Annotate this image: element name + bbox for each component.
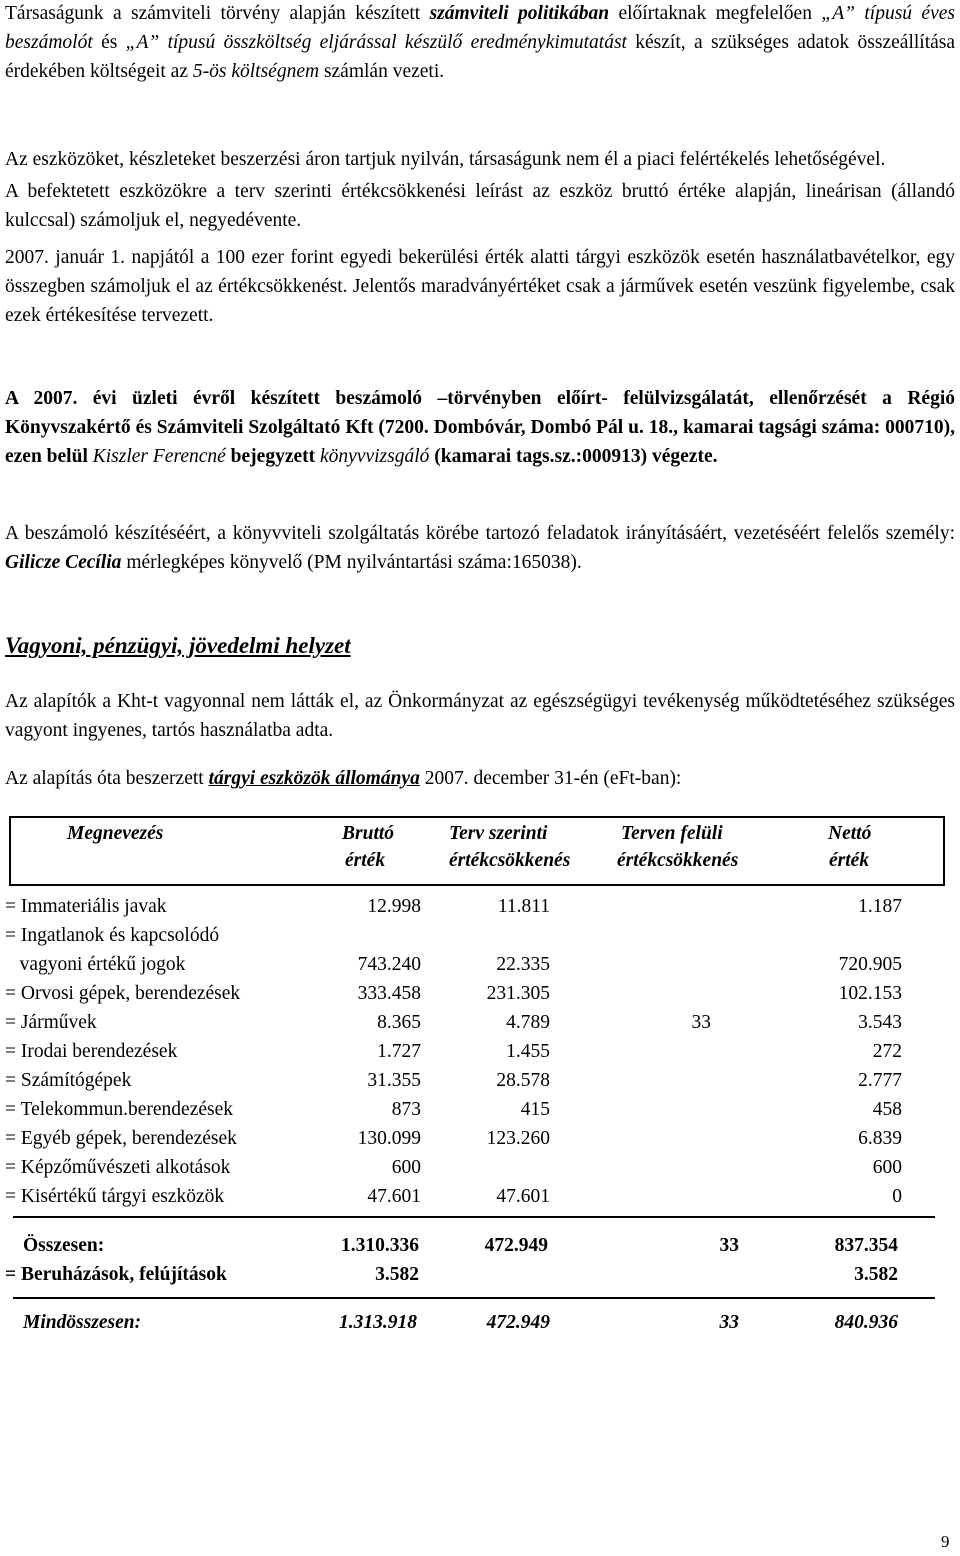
- cell-name: = Beruházások, felújítások: [5, 1264, 227, 1285]
- cell-brutto: 8.365: [377, 1012, 421, 1033]
- cell-name: = Orvosi gépek, berendezések: [5, 983, 241, 1004]
- cell-name: = Képzőművészeti alkotások: [5, 1157, 231, 1178]
- cell-netto: 6.839: [858, 1128, 902, 1149]
- cell-terv: 231.305: [486, 983, 550, 1004]
- cell-name: Mindösszesen:: [23, 1312, 142, 1333]
- cell-name: = Számítógépek: [5, 1070, 132, 1091]
- divider: [13, 1216, 935, 1218]
- header-terv: Terv szerinti: [449, 823, 548, 844]
- cell-terv: 4.789: [506, 1012, 550, 1033]
- text-run: A befektetett eszközökre a terv szerinti értékcsökkenési leírást az eszköz bruttó értéke alapján, lineárisan (állandó kulccsal) számoljuk el, negyedévente.: [5, 181, 955, 231]
- text-run: előírtaknak megfelelően: [609, 3, 822, 24]
- cell-name: = Járművek: [5, 1012, 97, 1033]
- cell-brutto: 600: [391, 1157, 421, 1178]
- cell-brutto: 1.310.336: [341, 1235, 419, 1256]
- text-run-bold-italic: Gilicze Cecília: [5, 552, 122, 573]
- header-name: Megnevezés: [67, 823, 164, 844]
- paragraph-audit: [5, 384, 955, 471]
- text-run: Társaságunk a számviteli törvény alapján készített: [5, 3, 430, 24]
- cell-terven: 33: [691, 1012, 711, 1033]
- cell-netto: 3.582: [854, 1264, 898, 1285]
- cell-netto: 600: [872, 1157, 902, 1178]
- text-run-bold-italic: számviteli politikában: [429, 3, 610, 24]
- cell-brutto: 130.099: [357, 1128, 421, 1149]
- header-netto-2: érték: [829, 850, 870, 871]
- paragraph-depreciation: [5, 177, 955, 235]
- cell-netto: 102.153: [838, 983, 902, 1004]
- cell-name: = Egyéb gépek, berendezések: [5, 1128, 237, 1149]
- page-number: 9: [941, 1532, 950, 1551]
- cell-brutto: 47.601: [367, 1186, 421, 1207]
- text-run-italic: „A” típusú összköltség eljárással készülő eredménykimutatást: [125, 32, 627, 53]
- cell-terv: 123.260: [486, 1128, 550, 1149]
- cell-name: = Kisértékű tárgyi eszközök: [5, 1186, 225, 1207]
- cell-brutto: 743.240: [357, 954, 421, 975]
- cell-terv: 1.455: [506, 1041, 550, 1062]
- text-run-italic: Kiszler Ferencné: [92, 446, 226, 467]
- text-run: 2007. december 31-én (eFt-ban):: [419, 768, 682, 789]
- cell-netto: 837.354: [834, 1235, 898, 1256]
- header-terven-2: értékcsökkenés: [617, 850, 739, 871]
- text-run-bold-italic-underlined: tárgyi eszközök állománya: [208, 768, 420, 789]
- text-run: számlán vezeti.: [319, 61, 445, 82]
- cell-terv: 11.811: [497, 896, 550, 917]
- text-run: mérlegképes könyvelő (PM nyilvántartási száma:165038).: [121, 552, 582, 573]
- cell-netto: 3.543: [858, 1012, 902, 1033]
- table-row: [5, 1037, 955, 1066]
- table-row: [5, 979, 955, 1008]
- table-row-investments: [5, 1260, 955, 1289]
- table-row: [5, 1095, 955, 1124]
- cell-name: = Irodai berendezések: [5, 1041, 178, 1062]
- header-netto: Nettó: [828, 823, 872, 844]
- cell-brutto: 1.313.918: [339, 1312, 417, 1333]
- text-run-italic: könyvvizsgáló: [320, 446, 430, 467]
- cell-name: = Telekommun.berendezések: [5, 1099, 234, 1120]
- table-row-total: [5, 1231, 955, 1260]
- table-row: [5, 1008, 955, 1037]
- cell-netto: 272: [872, 1041, 902, 1062]
- divider: [13, 1297, 935, 1299]
- text-run: A beszámoló készítéséért, a könyvviteli szolgáltatás körébe tartozó feladatok irányításáért, vezetéséért felelős személy:: [5, 523, 955, 544]
- cell-name: vagyoni értékű jogok: [5, 954, 186, 975]
- cell-brutto: 12.998: [367, 896, 421, 917]
- text-run: Az alapítás óta beszerzett: [5, 768, 209, 789]
- cell-netto: 0: [892, 1186, 902, 1207]
- cell-brutto: 3.582: [375, 1264, 419, 1285]
- table-row: [5, 950, 955, 979]
- cell-terv: 28.578: [496, 1070, 550, 1091]
- table-row-grand-total: [5, 1308, 955, 1337]
- table-row: [5, 892, 955, 921]
- header-brutto: Bruttó: [342, 823, 395, 844]
- paragraph-table-intro: [5, 764, 955, 793]
- text-run: és: [92, 32, 126, 53]
- table-row: [5, 1182, 955, 1211]
- paragraph-depreciation-2007: [5, 243, 955, 330]
- header-brutto-2: érték: [345, 850, 386, 871]
- header-terv-2: értékcsökkenés: [449, 850, 571, 871]
- paragraph-accounting-policy: [5, 0, 955, 86]
- header-terven: Terven felüli: [621, 823, 723, 844]
- text-run-bold: (kamarai tags.sz.:000913) végezte.: [429, 446, 718, 467]
- table-row: [5, 921, 955, 950]
- section-heading: Vagyoni, pénzügyi, jövedelmi helyzet: [5, 633, 351, 658]
- cell-netto: 720.905: [838, 954, 902, 975]
- cell-netto: 1.187: [858, 896, 902, 917]
- cell-terv: 47.601: [496, 1186, 550, 1207]
- cell-brutto: 1.727: [377, 1041, 421, 1062]
- table-row: [5, 1124, 955, 1153]
- text-run: 2007. január 1. napjától a 100 ezer forint egyedi bekerülési érték alatti tárgyi eszközök esetén használatbavételkor, egy összegben számoljuk el az értékcsökkenést. Jelentős maradványértéket csak a járművek esetén veszünk figyelembe, csak ezek értékesítése tervezett.: [5, 247, 955, 326]
- table-row: [5, 1066, 955, 1095]
- cell-name: = Ingatlanok és kapcsolódó: [5, 925, 220, 946]
- cell-brutto: 333.458: [357, 983, 421, 1004]
- cell-terv: 472.949: [484, 1235, 548, 1256]
- cell-terv: 22.335: [496, 954, 550, 975]
- text-run: készít, a szükséges adatok összeállítása érdekében költségeit az: [5, 32, 956, 82]
- cell-netto: 840.936: [834, 1312, 898, 1333]
- cell-terven: 33: [719, 1235, 739, 1256]
- paragraph-responsible-person: [5, 519, 955, 577]
- cell-terv: 472.949: [486, 1312, 550, 1333]
- cell-name: = Immateriális javak: [5, 896, 167, 917]
- paragraph-founders: Az alapítók a Kht-t vagyonnal nem látták el, az Önkormányzat az egészségügyi tevékenység működtetéséhez szükséges vagyont ingyenes, tartós használatba adta.: [5, 691, 955, 741]
- text-run-italic: 5-ös költségnem: [192, 61, 320, 82]
- cell-netto: 2.777: [858, 1070, 902, 1091]
- text-run-bold: bejegyzett: [225, 446, 320, 467]
- cell-netto: 458: [872, 1099, 902, 1120]
- paragraph-assets: Az eszközöket, készleteket beszerzési áron tartjuk nyilván, társaságunk nem él a piaci felértékelés lehetőségével.: [5, 149, 886, 170]
- cell-terven: 33: [719, 1312, 739, 1333]
- cell-terv: 415: [520, 1099, 550, 1120]
- text-run-italic: „A” típusú éves beszámolót: [5, 3, 955, 53]
- text-run-bold: A 2007. évi üzleti évről készített beszámoló –törvényben előírt- felülvizsgálatát, ellenőrzését a Régió Könyvszakértő és Számviteli Szolgáltató Kft (7200. Dombóvár, Dombó Pál u. 18., kamarai tagsági száma: 000710), ezen belül: [5, 388, 955, 467]
- cell-name: Összesen:: [23, 1235, 105, 1256]
- cell-brutto: 31.355: [367, 1070, 421, 1091]
- table-row: [5, 1153, 955, 1182]
- cell-brutto: 873: [391, 1099, 421, 1120]
